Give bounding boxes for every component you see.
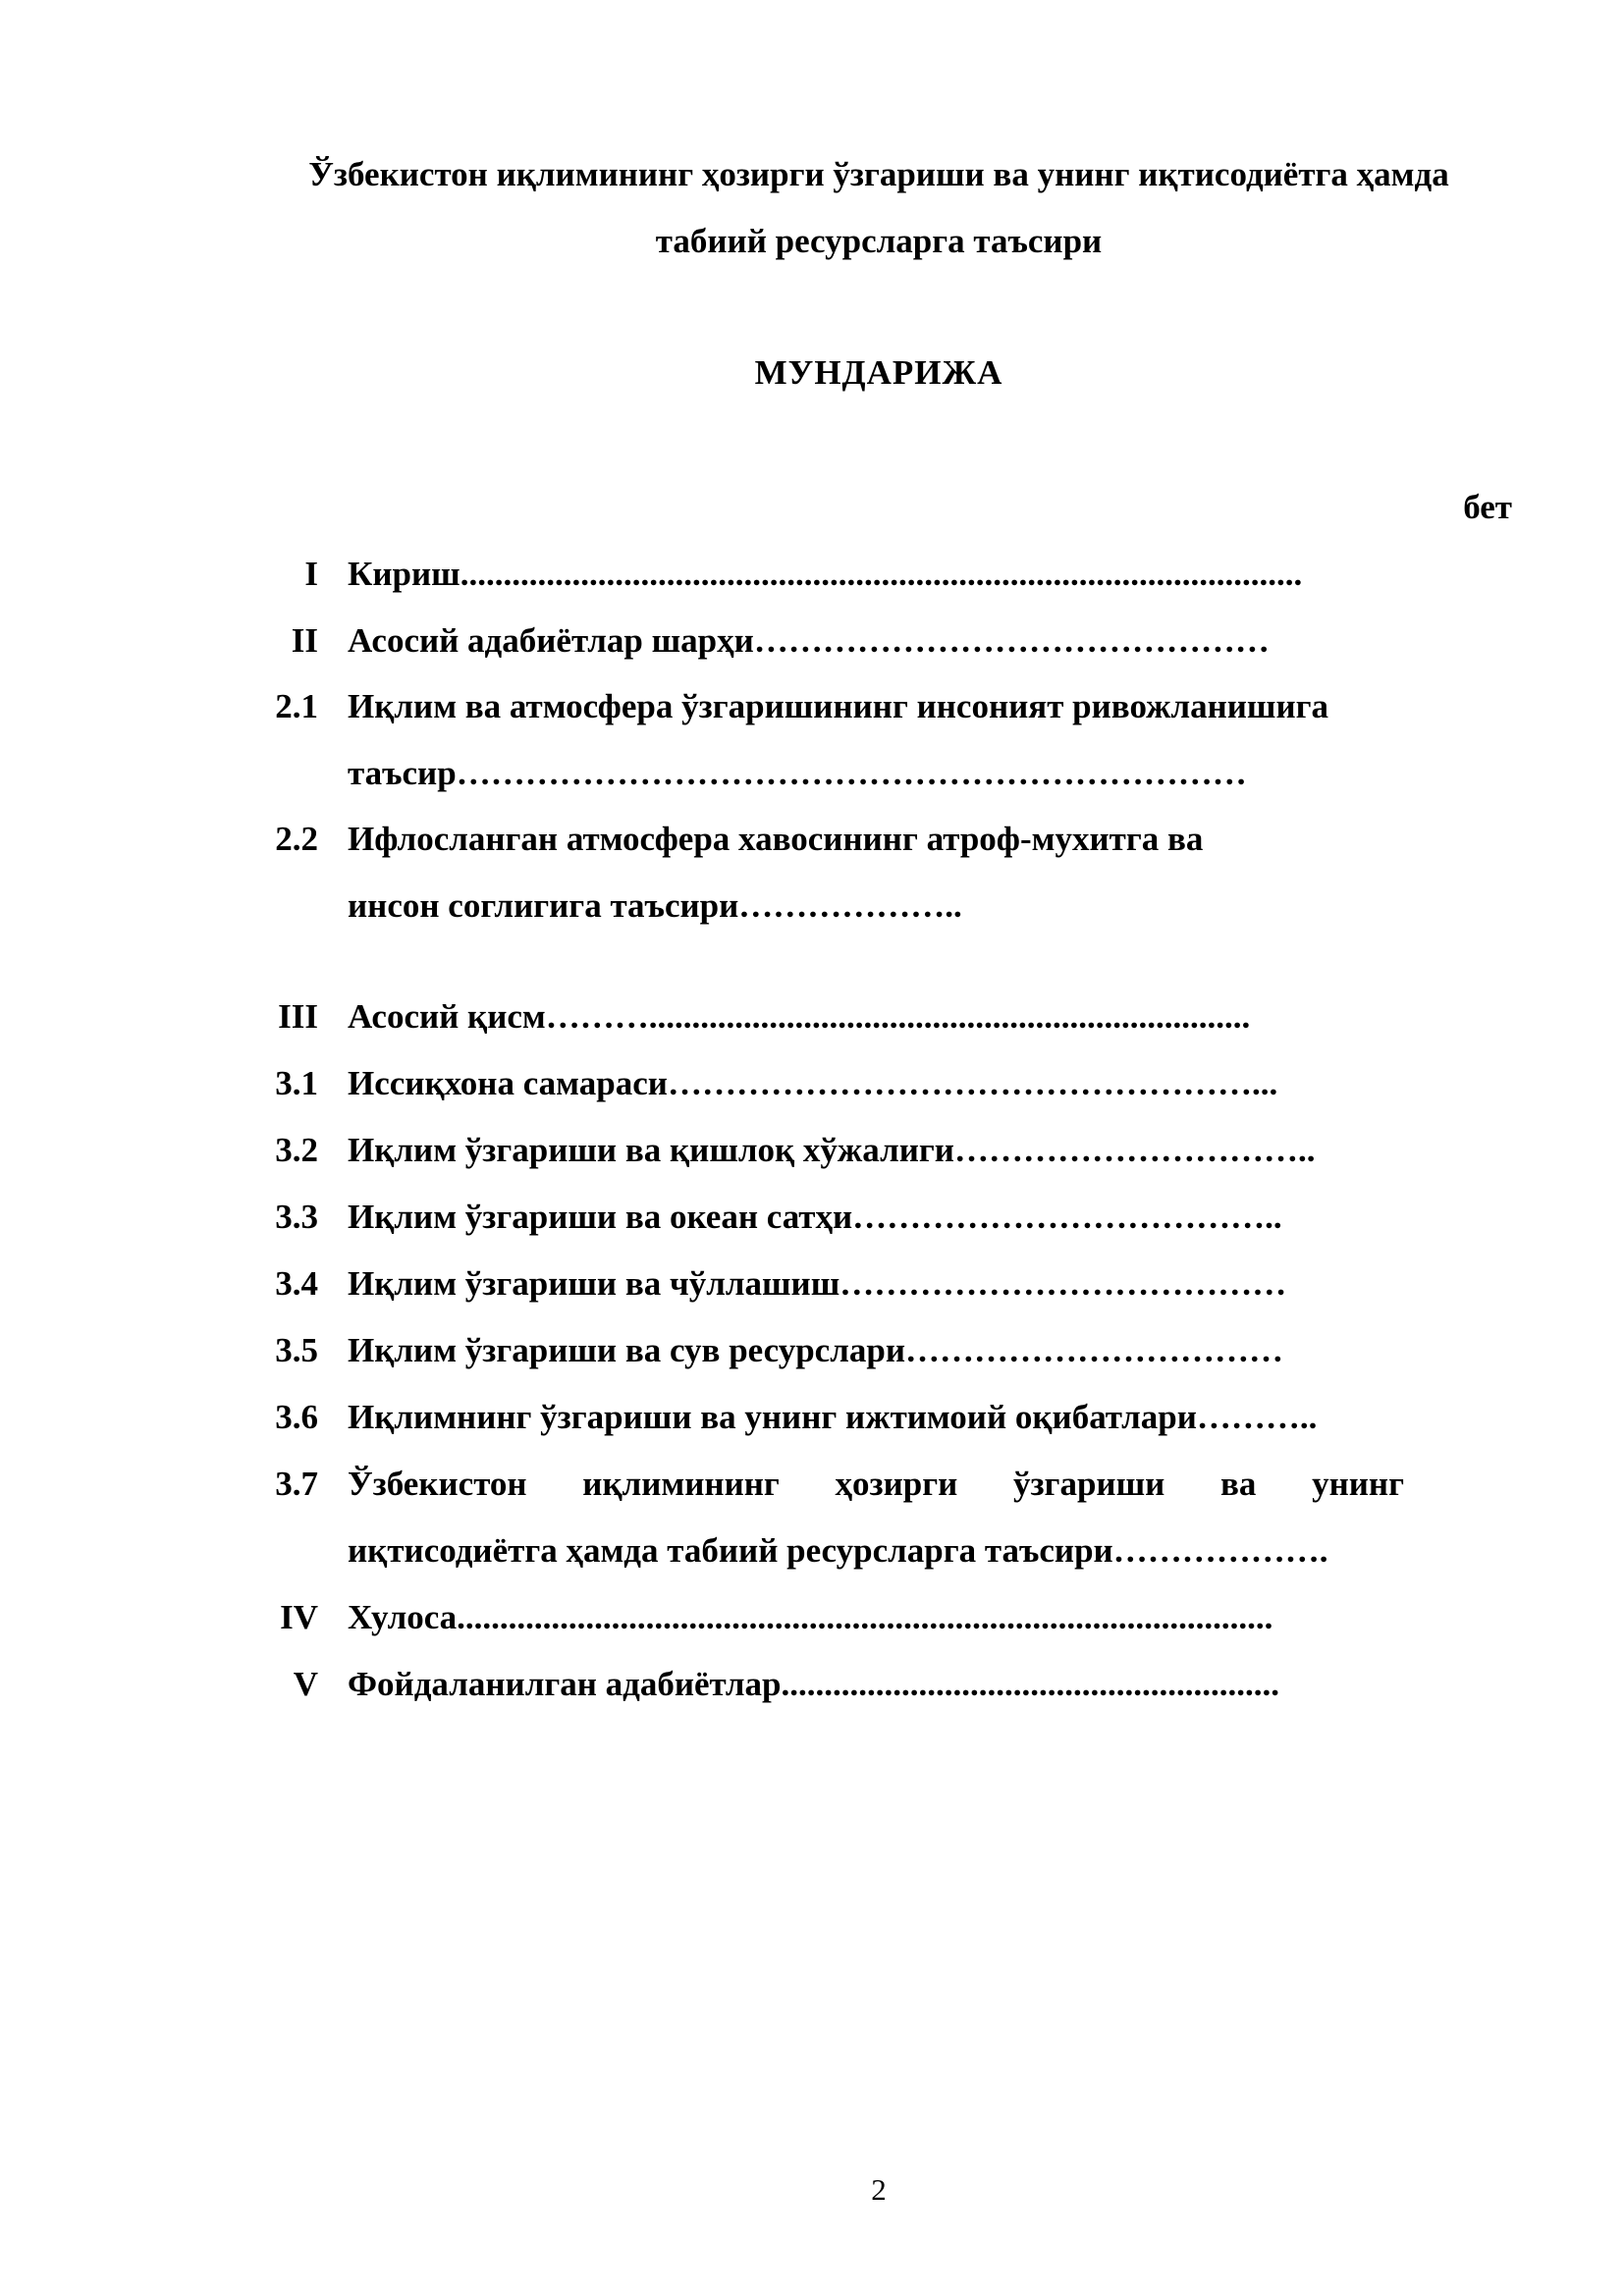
toc-item-text-continuation: таъсир……………………………………………………………	[348, 754, 1247, 792]
document-title-line-1: Ўзбекистон иқлимининг ҳозирги ўзгариши ва унинг иқтисодиётга ҳамда	[308, 155, 1449, 193]
toc-item-number: 2.1	[275, 687, 318, 725]
toc-item-text: Ифлосланган атмосфера хавосининг атроф-мухитга ва	[348, 820, 1204, 858]
toc-item-number: 3.4	[275, 1264, 318, 1303]
toc-item-text: Иқлим ўзгариши ва океан сатҳи………………………………..	[348, 1198, 1282, 1236]
toc-item-number: IV	[280, 1598, 318, 1636]
toc-heading: МУНДАРИЖА	[754, 353, 1003, 392]
toc-item-number: II	[291, 621, 318, 660]
toc-item-number: 3.7	[275, 1465, 318, 1503]
toc-item-text: Фойдаланилган адабиётлар..........................................................	[348, 1665, 1279, 1703]
toc-item-number: 3.6	[275, 1398, 318, 1436]
toc-item-text: Асосий адабиётлар шарҳи………………………………………	[348, 621, 1270, 660]
toc-item-text: Иқлим ўзгариши ва қишлоқ хўжалиги…………………………..	[348, 1131, 1316, 1169]
toc-item-text-continuation: инсон соглигига таъсири………………..	[348, 886, 962, 925]
toc-item-number: V	[293, 1665, 318, 1703]
toc-item-number: 3.1	[275, 1064, 318, 1102]
document-title-line-2: табиий ресурсларга таъсири	[655, 222, 1103, 260]
toc-item-text: Иссиқхона самараси……………………………………………...	[348, 1064, 1278, 1102]
page-number: 2	[871, 2172, 887, 2207]
toc-item-number: I	[304, 555, 318, 593]
toc-item-text: Иқлим ва атмосфера ўзгаришининг инсоният ривожланишига	[348, 687, 1329, 725]
toc-item-number: III	[278, 997, 318, 1036]
toc-item-text: Асосий қисм………......................................................................	[348, 997, 1251, 1036]
page-column-label: бет	[1463, 488, 1512, 526]
toc-item-number: 2.2	[275, 820, 318, 858]
toc-item-number: 3.2	[275, 1131, 318, 1169]
toc-item-text: Ўзбекистон иқлимининг ҳозирги ўзгариши ва унинг	[348, 1465, 1404, 1503]
toc-item-text-continuation: иқтисодиётга ҳамда табиий ресурсларга таъсири……………….	[348, 1531, 1328, 1570]
toc-item-number: 3.3	[275, 1198, 318, 1236]
toc-item-text: Иқлимнинг ўзгариши ва унинг ижтимоий оқибатлари………..	[348, 1398, 1318, 1436]
toc-item-number: 3.5	[275, 1331, 318, 1369]
toc-item-text: Иқлим ўзгариши ва чўллашиш…………………………………	[348, 1264, 1287, 1303]
toc-item-text: Иқлим ўзгариши ва сув ресурслари……………………………	[348, 1331, 1283, 1369]
toc-item-text: Хулоса...............................................................................................	[348, 1598, 1273, 1636]
toc-item-text: Кириш..................................................................................................	[348, 555, 1303, 593]
